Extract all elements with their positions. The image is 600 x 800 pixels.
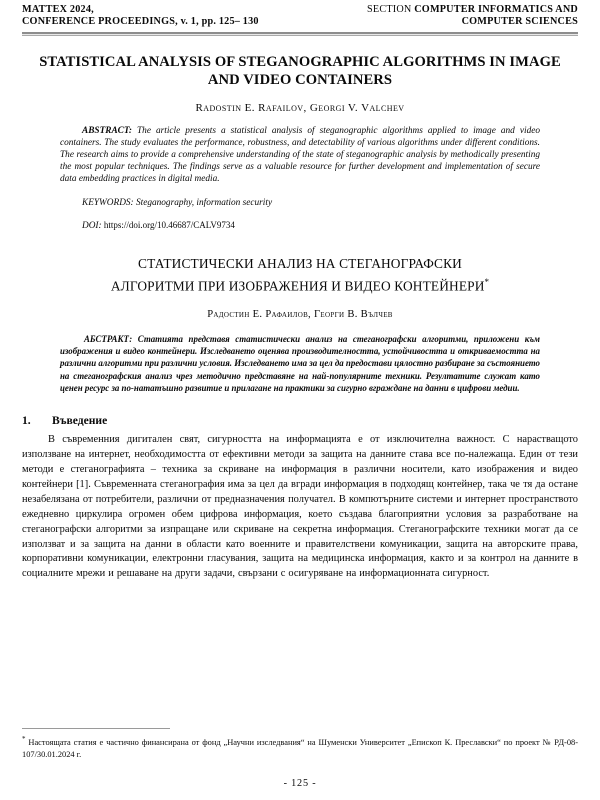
abstract-label-bulgarian: АБСТРАКТ:: [84, 333, 133, 344]
abstract-bulgarian: [60, 333, 540, 394]
proceedings-name: MATTEX 2024,: [22, 4, 94, 15]
abstract-text-english: The article presents a statistical analysis of steganographic algorithms applied to image and video containers. The study evaluates the performance, robustness, and detectability of various algorithms under different conditions. The research aims to provide a comprehensive understanding of the state of steganographic analysis by methodically presenting the most popular techniques. The findings serve as a valuable resource for further development and implementation of secure data embedding practices in digital media.: [60, 125, 540, 185]
abstract-english: [60, 125, 540, 185]
footnote-marker: *: [22, 735, 26, 744]
authors-bulgarian: Радостин Е. Рафаилов, Георги В. Вълчев: [207, 308, 393, 320]
running-header-left: [22, 4, 259, 29]
abstract-label-english: ABSTRACT:: [82, 125, 132, 136]
doi-link[interactable]: https://doi.org/10.46687/CALV9734: [101, 220, 235, 231]
section-heading: [22, 414, 578, 428]
running-header: [22, 4, 578, 29]
footnote-divider: [22, 728, 170, 729]
section-title-line1: COMPUTER INFORMATICS AND: [414, 4, 578, 15]
body-paragraph: В съвременния дигитален свят, сигурността на информацията е от изключителна важност. С нарастващото използване на интернет, необходимостта от ефективни методи за защита на данните става все по-належаща. Един от тези методи е стеганографията – техника за скриване на информация в различни носители, като изображения и видео контейнери [1]. Съвременната стеганография има за цел да вгради информация в подходящ контейнер, така че тя да остане незабелязана от потребители, различни от предназначения получател. В компютърните системи и интернет пространството ежедневно циркулира огромен обем цифрова информация, което създава благоприятни условия за разработване на стеганографски алгоритми за изпращане или скриване на секретна информация. Стеганографските техники могат да се използват и за защита на данни в области като военните и правителствени комуникации, защита на авторските права, корпоративни комуникации, електронни гласувания, защита на медицинска информация, както и за контрол на данните в социалните мрежи и решаване на други задачи, свързани с осигуряване на информационната сигурност.: [22, 434, 578, 580]
keywords-label: KEYWORDS:: [82, 198, 134, 209]
keywords-english: [82, 198, 540, 208]
page-title-bulgarian: [22, 254, 578, 295]
page-number-footer: - 125 -: [283, 778, 317, 789]
page-title-english: STATISTICAL ANALYSIS OF STEGANOGRAPHIC ALGORITHMS IN IMAGE AND VIDEO CONTAINERS: [39, 53, 561, 89]
page-title-bulgarian-line2: АЛГОРИТМИ ПРИ ИЗОБРАЖЕНИЯ И ВИДЕО КОНТЕЙНЕРИ: [110, 278, 485, 294]
proceedings-pages: CONFERENCE PROCEEDINGS, v. 1, pp. 125– 130: [22, 16, 259, 28]
authors-english: Radostin E. Rafailov, Georgi V. Valchev: [195, 101, 405, 114]
section-heading-title: Въведение: [52, 414, 108, 428]
keywords-text: Steganography, information security: [133, 198, 273, 209]
section-name-line1: [367, 4, 578, 16]
footnote-area: [22, 728, 578, 760]
section-title-line2: COMPUTER SCIENCES: [461, 16, 578, 28]
abstract-text-bulgarian: Статията представя статистически анализ на стеганографски алгоритми, приложени към изображения и видео контейнери. Изследването оценява производителността, устойчивостта и откриваемостта на различни алгоритми при различни условия. Изследването има за цел да предостави цялостно разбиране за състоянието на стеганографския анализ чрез методично представяне на най-популярните техники. Резултатите служат като ценен ресурс за по-нататъшно развитие и прилагане на практики за сигурно вграждане на данни в цифрови медии.: [60, 333, 540, 393]
footnote-text: [22, 734, 578, 760]
header-divider: [22, 32, 578, 36]
doi-label: DOI:: [82, 221, 102, 232]
running-header-right: [367, 4, 578, 29]
page-title-bulgarian-line1: СТАТИСТИЧЕСКИ АНАЛИЗ НА СТЕГАНОГРАФСКИ: [138, 256, 462, 272]
doi-line: [82, 220, 540, 231]
footnote-body: Настоящата статия е частично финансирана от фонд „Научни изследвания“ на Шуменски Университет „Епископ К. Преславски“ по проект № РД-08-107/30.01.2024 г.: [22, 738, 578, 759]
section-number: 1.: [22, 414, 31, 428]
section-word: SECTION: [367, 4, 415, 15]
title-footnote-marker: *: [484, 277, 490, 288]
